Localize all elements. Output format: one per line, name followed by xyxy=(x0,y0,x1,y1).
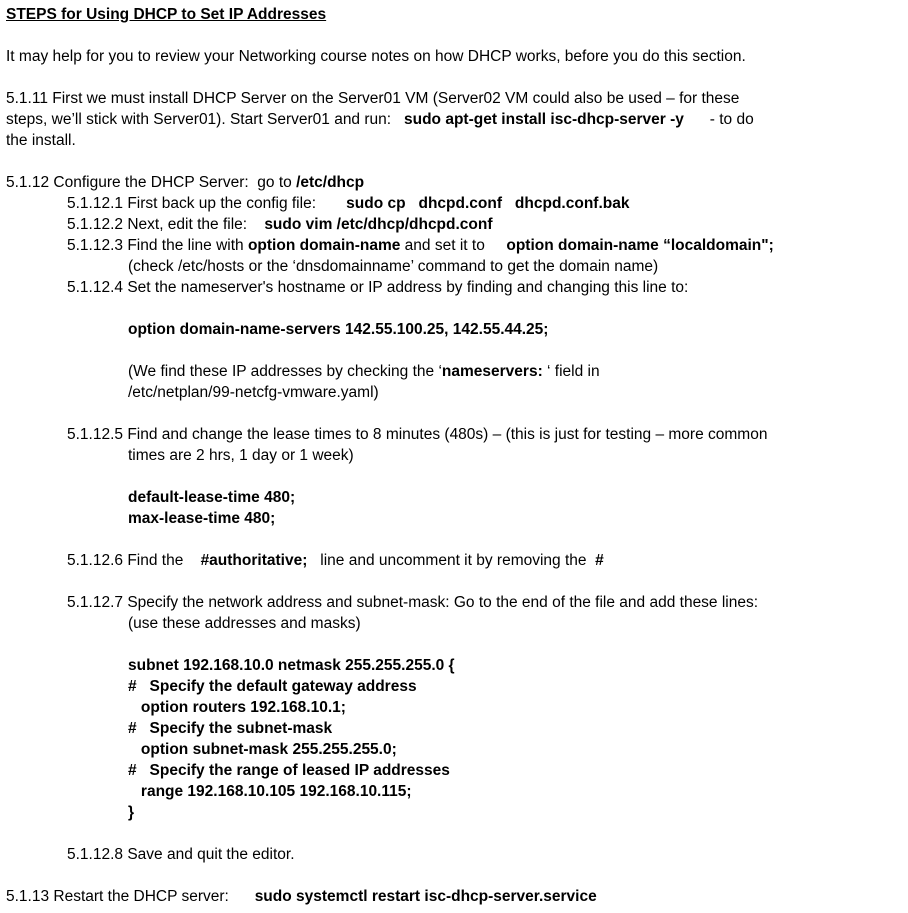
text-run: line and uncomment it by removing the xyxy=(307,552,596,569)
command-run: sudo apt-get install isc-dhcp-server -y xyxy=(404,111,684,128)
text-run: 5.1.12.5 Find and change the lease times to 8 minutes (480s) – (this is just for testing – more common xyxy=(67,426,768,443)
doc-title: STEPS for Using DHCP to Set IP Addresses xyxy=(6,6,327,23)
step-5-1-12-3 xyxy=(6,235,908,277)
command-run: max-lease-time 480; xyxy=(128,510,276,527)
nameservers-field-run: nameservers: xyxy=(441,363,543,380)
text-run: 5.1.12.6 Find the xyxy=(67,552,201,569)
config-option-run: option domain-name xyxy=(247,237,401,254)
step-5-1-12-5 xyxy=(6,424,908,466)
command-run: sudo vim /etc/dhcp/dhcpd.conf xyxy=(264,216,493,233)
code-line: range 192.168.10.105 192.168.10.115; xyxy=(128,783,412,800)
nameservers-note xyxy=(6,361,908,403)
command-run: option domain-name-servers 142.55.100.25, 142.55.44.25; xyxy=(128,321,549,338)
step-5-1-13 xyxy=(6,886,908,907)
code-line: option routers 192.168.10.1; xyxy=(128,699,346,716)
text-run: 5.1.12.2 Next, edit the file: xyxy=(67,216,265,233)
text-run: 5.1.12.8 Save and quit the editor. xyxy=(67,846,295,863)
intro-paragraph xyxy=(6,46,908,67)
code-line: # Specify the subnet-mask xyxy=(128,720,333,737)
text-run: It may help for you to review your Networking course notes on how DHCP works, before you do this section. xyxy=(6,48,746,65)
path-run: /etc/dhcp xyxy=(296,174,365,191)
text-run: 5.1.12.4 Set the nameserver's hostname or IP address by finding and changing this line to: xyxy=(67,279,689,296)
text-run: times are 2 hrs, 1 day or 1 week) xyxy=(128,447,354,464)
code-line: option subnet-mask 255.255.255.0; xyxy=(128,741,397,758)
command-run: sudo systemctl restart isc-dhcp-server.service xyxy=(254,888,597,905)
text-run: (We find these IP addresses by checking the ‘ xyxy=(128,363,442,380)
command-run: sudo cp dhcpd.conf dhcpd.conf.bak xyxy=(346,195,630,212)
text-run: - to do xyxy=(683,111,754,128)
lease-time-config-lines xyxy=(6,487,908,529)
text-run: and set it to xyxy=(400,237,507,254)
text-run: 5.1.13 Restart the DHCP server: xyxy=(6,888,255,905)
text-run: 5.1.11 First we must install DHCP Server on the Server01 VM (Server02 VM could also be used – for these xyxy=(6,90,740,107)
step-5-1-12-2 xyxy=(6,214,908,235)
code-line: # Specify the range of leased IP addresses xyxy=(128,762,450,779)
step-5-1-12-8 xyxy=(6,844,908,865)
text-run: ‘ field in xyxy=(542,363,600,380)
step-5-1-12 xyxy=(6,172,908,193)
text-run: 5.1.12 Configure the DHCP Server: go to xyxy=(6,174,297,191)
text-run: 5.1.12.7 Specify the network address and subnet-mask: Go to the end of the file and add these lines: xyxy=(67,594,759,611)
text-run: the install. xyxy=(6,132,76,149)
subnet-config-block xyxy=(6,655,908,823)
command-run: default-lease-time 480; xyxy=(128,489,296,506)
code-line: } xyxy=(128,804,135,821)
step-5-1-12-4 xyxy=(6,277,908,298)
hash-run: # xyxy=(595,552,604,569)
text-run: 5.1.12.1 First back up the config file: xyxy=(67,195,347,212)
command-run: option domain-name “localdomain"; xyxy=(506,237,774,254)
step-5-1-12-6 xyxy=(6,550,908,571)
text-run: 5.1.12.3 Find the line with xyxy=(67,237,248,254)
note-run: (use these addresses and masks) xyxy=(128,615,361,632)
text-run: steps, we’ll stick with Server01). Start Server01 and run: xyxy=(6,111,404,128)
code-line: # Specify the default gateway address xyxy=(128,678,417,695)
code-line: subnet 192.168.10.0 netmask 255.255.255.0 { xyxy=(128,657,455,674)
dns-servers-config-line xyxy=(6,319,908,340)
file-path-run: /etc/netplan/99-netcfg-vmware.yaml) xyxy=(128,384,379,401)
step-5-1-11 xyxy=(6,88,908,151)
step-5-1-12-1 xyxy=(6,193,908,214)
note-run: (check /etc/hosts or the ‘dnsdomainname’ command to get the domain name) xyxy=(128,258,659,275)
authoritative-run: #authoritative; xyxy=(200,552,308,569)
step-5-1-12-7 xyxy=(6,592,908,634)
